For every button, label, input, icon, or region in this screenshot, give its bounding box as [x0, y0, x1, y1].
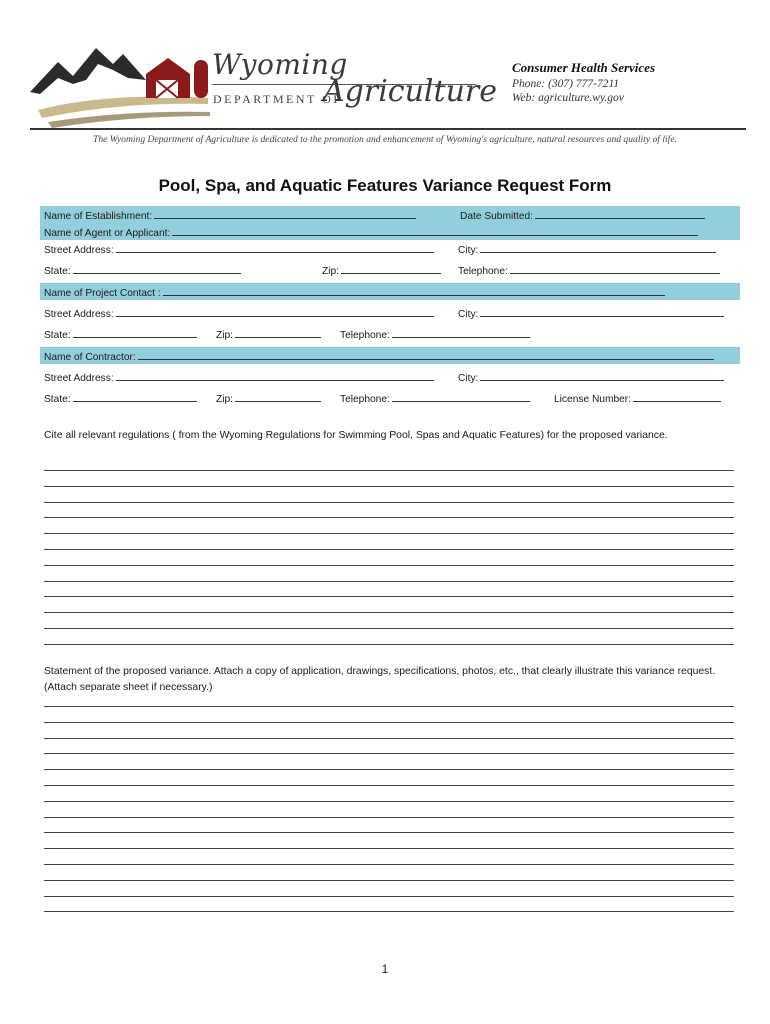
- project-contact-telephone-label: Telephone:: [340, 330, 390, 341]
- project-contact-street-blank[interactable]: [116, 304, 434, 317]
- contractor-license-field[interactable]: [554, 389, 721, 408]
- contractor-address-row: [40, 368, 740, 385]
- statement-answer-line[interactable]: [44, 801, 734, 802]
- barn-mountain-icon: [28, 40, 238, 130]
- establishment-zip-label: Zip:: [322, 266, 339, 277]
- contractor-city-blank[interactable]: [480, 368, 724, 381]
- regulations-answer-line[interactable]: [44, 470, 734, 471]
- contractor-state-label: State:: [44, 394, 71, 405]
- statement-answer-line[interactable]: [44, 785, 734, 786]
- regulations-answer-line[interactable]: [44, 644, 734, 645]
- statement-answer-line[interactable]: [44, 911, 734, 912]
- establishment-zip-field[interactable]: [322, 261, 441, 280]
- establishment-state-row: [40, 261, 740, 278]
- contractor-license-label: License Number:: [554, 394, 632, 405]
- project-contact-state-field[interactable]: [44, 325, 197, 344]
- contractor-row: [40, 347, 740, 364]
- statement-answer-line[interactable]: [44, 832, 734, 833]
- regulations-answer-line[interactable]: [44, 565, 734, 566]
- agency-logo: [28, 40, 498, 128]
- contractor-zip-field[interactable]: [216, 389, 321, 408]
- project-contact-city-blank[interactable]: [480, 304, 724, 317]
- date-submitted-label: Date Submitted:: [460, 211, 534, 222]
- establishment-street-blank[interactable]: [116, 240, 434, 253]
- statement-answer-line[interactable]: [44, 769, 734, 770]
- regulations-answer-line[interactable]: [44, 581, 734, 582]
- form-title: Pool, Spa, and Aquatic Features Variance Request Form: [158, 176, 612, 195]
- establishment-name-row: [40, 206, 740, 223]
- contractor-street-blank[interactable]: [116, 368, 434, 381]
- establishment-telephone-field[interactable]: [458, 261, 720, 280]
- establishment-name-label: Name of Establishment:: [44, 211, 153, 222]
- project-contact-row: [40, 283, 740, 300]
- contractor-city-field[interactable]: [458, 368, 724, 387]
- agent-name-label: Name of Agent or Applicant:: [44, 228, 171, 239]
- establishment-telephone-label: Telephone:: [458, 266, 508, 277]
- regulations-answer-line[interactable]: [44, 486, 734, 487]
- agency-name-agriculture: Agriculture: [323, 74, 497, 109]
- regulations-answer-line[interactable]: [44, 517, 734, 518]
- contractor-name-field[interactable]: [44, 347, 714, 366]
- project-contact-zip-field[interactable]: [216, 325, 321, 344]
- contact-block: [512, 60, 655, 104]
- agent-name-blank[interactable]: [172, 223, 698, 236]
- establishment-city-label: City:: [458, 245, 479, 256]
- statement-answer-line[interactable]: [44, 817, 734, 818]
- statement-answer-line[interactable]: [44, 722, 734, 723]
- contractor-name-label: Name of Contractor:: [44, 352, 136, 363]
- header-divider: [30, 128, 746, 130]
- regulations-answer-line[interactable]: [44, 549, 734, 550]
- contractor-telephone-field[interactable]: [340, 389, 530, 408]
- project-contact-name-label: Name of Project Contact :: [44, 288, 161, 299]
- project-contact-street-field[interactable]: [44, 304, 434, 323]
- contact-web: Web: agriculture.wy.gov: [512, 92, 624, 104]
- regulations-answer-line[interactable]: [44, 612, 734, 613]
- project-contact-telephone-blank[interactable]: [392, 325, 530, 338]
- establishment-state-blank[interactable]: [73, 261, 241, 274]
- project-contact-state-row: [40, 325, 740, 342]
- regulations-answer-line[interactable]: [44, 502, 734, 503]
- contact-phone: Phone: (307) 777-7211: [512, 78, 620, 90]
- establishment-telephone-blank[interactable]: [510, 261, 720, 274]
- contractor-street-field[interactable]: [44, 368, 434, 387]
- contractor-city-label: City:: [458, 373, 479, 384]
- statement-prompt: Statement of the proposed variance. Attach a copy of application, drawings, specifications, photos, etc., that clearly illustrate this variance request. (Attach separate sheet if necessary.): [44, 666, 716, 693]
- contractor-name-blank[interactable]: [138, 347, 714, 360]
- statement-answer-line[interactable]: [44, 864, 734, 865]
- establishment-state-field[interactable]: [44, 261, 241, 280]
- project-contact-name-blank[interactable]: [163, 283, 665, 296]
- project-contact-state-label: State:: [44, 330, 71, 341]
- page-number: 1: [381, 962, 389, 976]
- establishment-city-field[interactable]: [458, 240, 716, 259]
- statement-answer-line[interactable]: [44, 706, 734, 707]
- contact-title: Consumer Health Services: [512, 60, 656, 75]
- establishment-address-row: [40, 240, 740, 257]
- statement-answer-line[interactable]: [44, 753, 734, 754]
- project-contact-city-field[interactable]: [458, 304, 724, 323]
- project-contact-street-label: Street Address:: [44, 309, 114, 320]
- project-contact-state-blank[interactable]: [73, 325, 197, 338]
- establishment-street-label: Street Address:: [44, 245, 114, 256]
- project-contact-city-label: City:: [458, 309, 479, 320]
- project-contact-name-field[interactable]: [44, 283, 665, 302]
- statement-answer-line[interactable]: [44, 848, 734, 849]
- statement-answer-line[interactable]: [44, 738, 734, 739]
- statement-answer-line[interactable]: [44, 896, 734, 897]
- project-contact-zip-label: Zip:: [216, 330, 233, 341]
- regulations-prompt: Cite all relevant regulations ( from the Wyoming Regulations for Swimming Pool, Spas and Aquatic Features) for the proposed variance.: [44, 430, 668, 441]
- contractor-state-field[interactable]: [44, 389, 197, 408]
- mission-statement: The Wyoming Department of Agriculture is dedicated to the promotion and enhancement of Wyoming's agriculture, natural resources and quality of life.: [92, 134, 677, 145]
- contractor-telephone-blank[interactable]: [392, 389, 530, 402]
- contractor-state-row: [40, 389, 740, 406]
- establishment-name-blank[interactable]: [154, 206, 416, 219]
- contractor-state-blank[interactable]: [73, 389, 197, 402]
- regulations-answer-line[interactable]: [44, 596, 734, 597]
- agency-name-department-of: DEPARTMENT OF: [213, 92, 343, 106]
- establishment-zip-blank[interactable]: [341, 261, 441, 274]
- contractor-zip-label: Zip:: [216, 394, 233, 405]
- contractor-zip-blank[interactable]: [235, 389, 321, 402]
- agency-name-wyoming: Wyoming: [212, 48, 348, 81]
- establishment-state-label: State:: [44, 266, 71, 277]
- date-submitted-blank[interactable]: [535, 206, 705, 219]
- contractor-license-blank[interactable]: [633, 389, 721, 402]
- agent-row: [40, 223, 740, 240]
- project-contact-address-row: [40, 304, 740, 321]
- establishment-city-blank[interactable]: [480, 240, 716, 253]
- project-contact-zip-blank[interactable]: [235, 325, 321, 338]
- project-contact-telephone-field[interactable]: [340, 325, 530, 344]
- regulations-answer-line[interactable]: [44, 533, 734, 534]
- contractor-telephone-label: Telephone:: [340, 394, 390, 405]
- contractor-street-label: Street Address:: [44, 373, 114, 384]
- regulations-answer-line[interactable]: [44, 628, 734, 629]
- establishment-street-field[interactable]: [44, 240, 434, 259]
- statement-answer-line[interactable]: [44, 880, 734, 881]
